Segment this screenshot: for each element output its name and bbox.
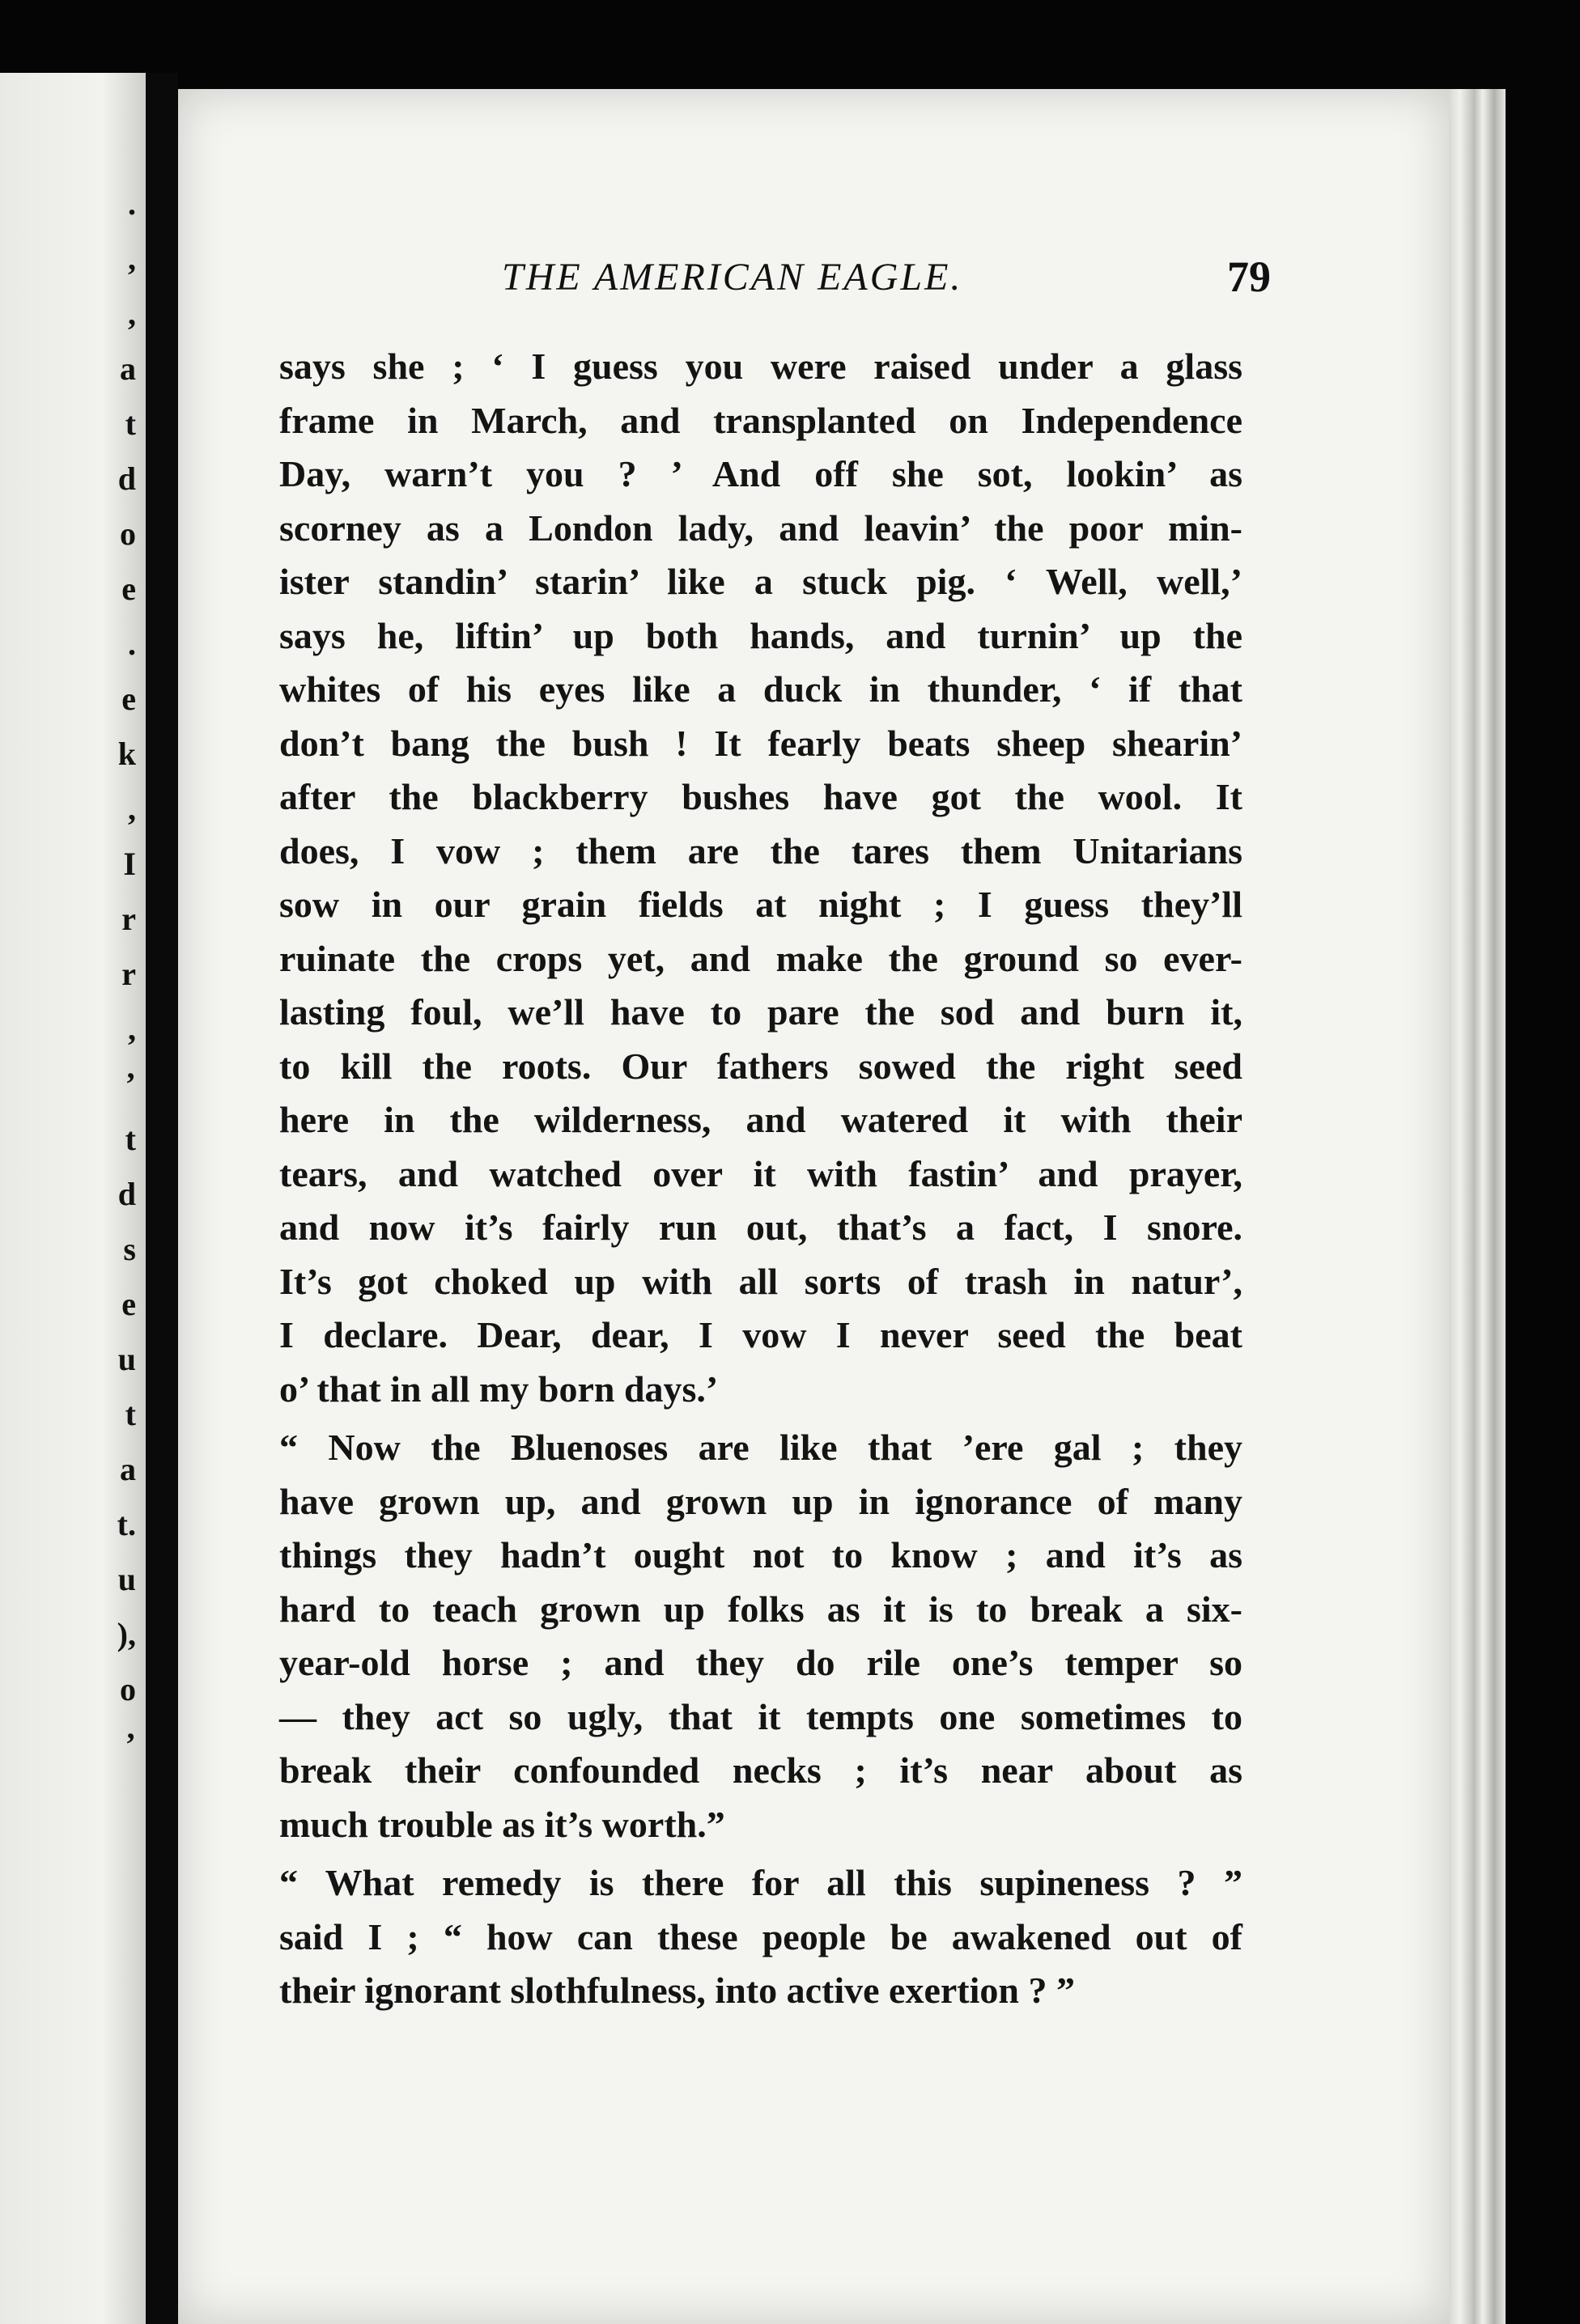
body-text <box>279 340 1242 2018</box>
facing-page-fragment: . <box>128 185 136 222</box>
facing-page-edge <box>0 73 146 2324</box>
paragraph <box>279 340 1242 1416</box>
facing-page-fragment: t. <box>117 1506 136 1542</box>
facing-page-fragment: a <box>120 350 136 387</box>
facing-page-fragment: , <box>128 240 136 277</box>
facing-page-fragment: , <box>128 295 136 332</box>
facing-page-fragment: . <box>128 626 136 662</box>
text-line: It’s got choked up with all sorts of trash in natur’, <box>279 1260 1242 1302</box>
text-line: ruinate the crops yet, and make the ground so ever- <box>279 937 1242 979</box>
facing-page-fragment: e <box>121 681 136 717</box>
text-line: much trouble as it’s worth.” <box>279 1803 725 1845</box>
text-line: scorney as a London lady, and leavin’ the poor min- <box>279 507 1242 549</box>
paragraph <box>279 1856 1242 2018</box>
facing-page-fragment: u <box>117 1561 136 1597</box>
facing-page-fragment: ), <box>117 1616 136 1652</box>
text-line: and now it’s fairly run out, that’s a fact, I snore. <box>279 1207 1242 1248</box>
facing-page-fragment: t <box>125 1396 136 1432</box>
book-gutter <box>146 73 178 2324</box>
text-line: I declare. Dear, dear, I vow I never seed the beat <box>279 1314 1242 1355</box>
facing-page-fragment: a <box>120 1451 136 1487</box>
facing-page-fragment: ’ <box>125 1066 136 1102</box>
facing-page-fragment: s <box>123 1231 136 1267</box>
facing-page-fragment: d <box>117 1176 136 1212</box>
facing-page-fragment: o <box>120 1671 136 1707</box>
page-header <box>502 252 1271 303</box>
text-line: lasting foul, we’ll have to pare the sod and burn it, <box>279 991 1242 1033</box>
facing-page-fragment: ’ <box>125 1726 136 1762</box>
text-line: does, I vow ; them are the tares them Unitarians <box>279 829 1242 872</box>
facing-page-fragment: t <box>125 1121 136 1157</box>
text-line: break their confounded necks ; it’s near about as <box>279 1749 1242 1791</box>
text-line: frame in March, and transplanted on Independence <box>279 399 1242 441</box>
facing-page-fragment: r <box>121 956 136 992</box>
page-stack-edge <box>1449 89 1506 2324</box>
facing-page-fragment: t <box>125 405 136 442</box>
text-line: ister standin’ starin’ like a stuck pig. ‘ Well, well,’ <box>279 561 1242 602</box>
text-line: things they hadn’t ought not to know ; and it’s as <box>279 1534 1242 1575</box>
facing-page-fragment: I <box>123 846 136 882</box>
facing-page-fragment: u <box>117 1341 136 1377</box>
text-line: tears, and watched over it with fastin’ and prayer, <box>279 1152 1242 1194</box>
text-line: don’t bang the bush ! It fearly beats sheep shearin’ <box>279 722 1242 764</box>
facing-page-fragment: d <box>117 460 136 497</box>
text-line: — they act so ugly, that it tempts one sometimes to <box>279 1695 1242 1737</box>
text-line: hard to teach grown up folks as it is to break a six- <box>279 1588 1242 1630</box>
running-title: THE AMERICAN EAGLE. <box>502 256 963 299</box>
paragraph <box>279 1421 1242 1851</box>
text-line: to kill the roots. Our fathers sowed the right seed <box>279 1045 1242 1087</box>
facing-page-fragment: r <box>121 901 136 937</box>
text-line: year-old horse ; and they do rile one’s temper so <box>279 1642 1242 1683</box>
facing-page-fragment: , <box>128 1011 136 1047</box>
facing-page-fragment: k <box>117 736 136 772</box>
facing-page-fragment: e <box>121 1286 136 1322</box>
facing-page-fragment: o <box>120 515 136 552</box>
text-line: o’ that in all my born days.’ <box>279 1368 719 1410</box>
text-line: their ignorant slothfulness, into active exertion ? ” <box>279 1970 1075 2011</box>
text-line: “ What remedy is there for all this supineness ? ” <box>279 1862 1242 1903</box>
page-number: 79 <box>1227 252 1271 301</box>
text-line: sow in our grain fields at night ; I guess they’ll <box>279 884 1242 925</box>
text-line: says she ; ‘ I guess you were raised under a glass <box>279 346 1242 387</box>
text-line: “ Now the Bluenoses are like that ’ere gal ; they <box>279 1427 1242 1468</box>
text-line: after the blackberry bushes have got the wool. It <box>279 776 1242 817</box>
text-line: have grown up, and grown up in ignorance of many <box>279 1480 1242 1522</box>
text-line: Day, warn’t you ? ’ And off she sot, lookin’ as <box>279 453 1242 494</box>
facing-page-fragment: e <box>121 570 136 607</box>
text-line: here in the wilderness, and watered it with their <box>279 1099 1242 1140</box>
facing-page-fragment: , <box>128 791 136 827</box>
text-line: whites of his eyes like a duck in thunder, ‘ if that <box>279 668 1242 710</box>
text-line: said I ; “ how can these people be awakened out of <box>279 1915 1242 1957</box>
text-line: says he, liftin’ up both hands, and turnin’ up the <box>279 614 1242 656</box>
